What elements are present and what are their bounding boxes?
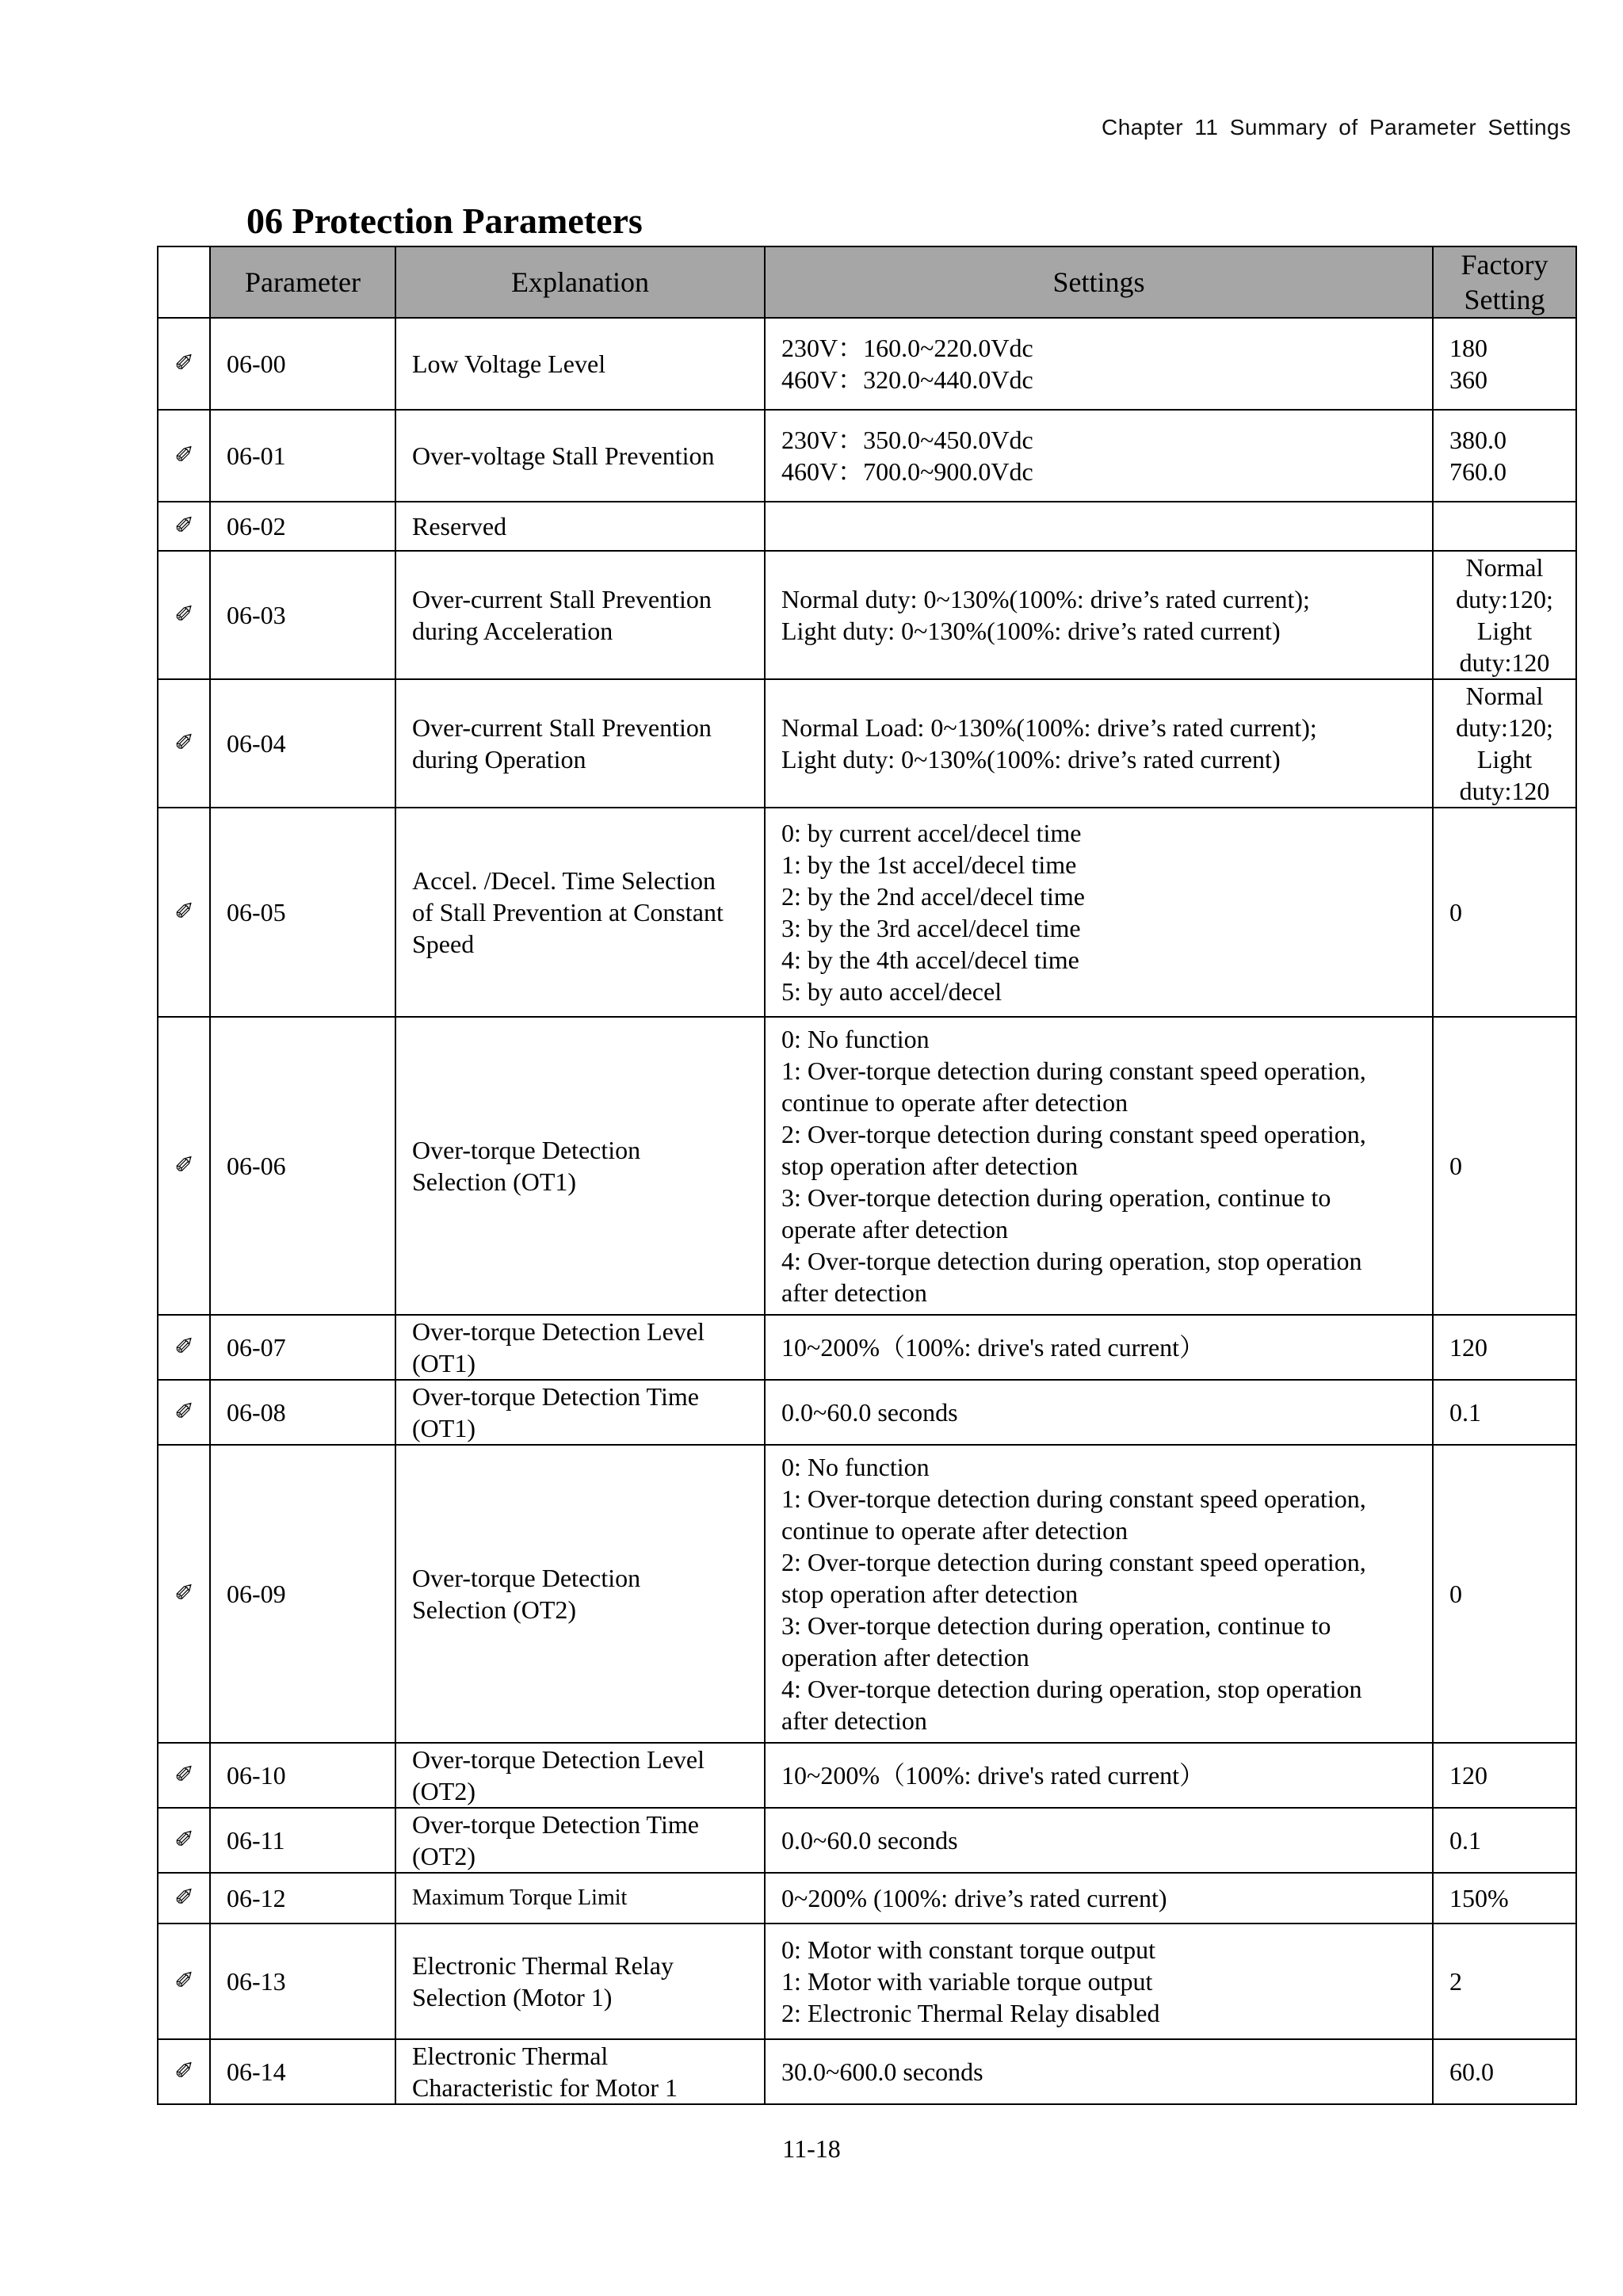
table-row	[158, 1315, 1576, 1380]
settings-cell	[765, 1743, 1433, 1808]
explanation-cell	[395, 1315, 765, 1380]
edit-mark-icon: ✐	[158, 808, 210, 1017]
explanation-cell	[395, 1743, 765, 1808]
explanation-cell-line: (OT1)	[412, 1414, 475, 1442]
section-title: 06 Protection Parameters	[246, 201, 643, 241]
settings-cell-line: 0: by current accel/decel time	[781, 819, 1082, 847]
explanation-cell-line: Reserved	[412, 512, 507, 541]
factory-setting-cell-line: 0.1	[1449, 1398, 1481, 1427]
factory-setting-cell	[1433, 502, 1576, 551]
factory-setting-cell-line: 120	[1449, 1333, 1487, 1362]
explanation-cell-line: Over-torque Detection	[412, 1136, 641, 1164]
settings-cell-line: 10~200%（100%: drive's rated current）	[781, 1333, 1205, 1362]
settings-cell	[765, 502, 1433, 551]
factory-setting-cell-line: 360	[1449, 365, 1487, 394]
explanation-cell-line: Over-torque Detection Time	[412, 1810, 699, 1839]
settings-cell-line: 4: by the 4th accel/decel time	[781, 946, 1079, 974]
settings-cell-line: 4: Over-torque detection during operation, stop operation	[781, 1675, 1362, 1703]
explanation-cell-line: Characteristic for Motor 1	[412, 2073, 678, 2102]
explanation-cell-line: Selection (OT2)	[412, 1595, 577, 1624]
table-row	[158, 1873, 1576, 1924]
factory-setting-cell	[1433, 410, 1576, 502]
edit-mark-icon: ✐	[158, 1017, 210, 1315]
explanation-cell-line: Over-voltage Stall Prevention	[412, 441, 715, 470]
edit-mark-icon: ✐	[158, 318, 210, 410]
settings-cell-line: operate after detection	[781, 1215, 1009, 1244]
table-row	[158, 1924, 1576, 2039]
factory-setting-cell-line: 0	[1449, 898, 1462, 926]
factory-setting-cell	[1433, 318, 1576, 410]
parameter-code: 06-08	[210, 1380, 395, 1445]
settings-cell-line: 5: by auto accel/decel	[781, 977, 1002, 1006]
settings-cell-line: 0~200% (100%: drive’s rated current)	[781, 1884, 1167, 1912]
factory-setting-cell-line: 120	[1449, 1761, 1487, 1790]
settings-cell-line: 4: Over-torque detection during operation, stop operation	[781, 1247, 1362, 1275]
parameter-code: 06-13	[210, 1924, 395, 2039]
settings-cell-line: stop operation after detection	[781, 1152, 1079, 1180]
explanation-cell	[395, 1873, 765, 1924]
header-parameter: Parameter	[210, 246, 395, 318]
factory-setting-cell-line: 0	[1449, 1580, 1462, 1608]
explanation-cell-line: (OT1)	[412, 1349, 475, 1377]
factory-setting-cell-line: 180	[1449, 334, 1487, 362]
settings-cell-line: 1: Over-torque detection during constant speed operation,	[781, 1484, 1366, 1513]
explanation-cell-line: of Stall Prevention at Constant	[412, 898, 724, 926]
header-explanation: Explanation	[395, 246, 765, 318]
factory-setting-cell	[1433, 1017, 1576, 1315]
header-mark-column	[158, 246, 210, 318]
settings-cell	[765, 1808, 1433, 1873]
explanation-cell-line: Selection (OT1)	[412, 1167, 577, 1196]
settings-cell-line: Normal duty: 0~130%(100%: drive’s rated current);	[781, 585, 1310, 613]
settings-cell-line: 30.0~600.0 seconds	[781, 2057, 983, 2086]
edit-mark-icon: ✐	[158, 410, 210, 502]
settings-cell	[765, 808, 1433, 1017]
chapter-header: Chapter 11 Summary of Parameter Settings	[1102, 115, 1571, 139]
table-row	[158, 1445, 1576, 1743]
explanation-cell-line: Electronic Thermal Relay	[412, 1951, 674, 1980]
edit-mark-icon: ✐	[158, 1315, 210, 1380]
explanation-cell-line: Over-torque Detection Time	[412, 1382, 699, 1411]
explanation-cell-line: Selection (Motor 1)	[412, 1983, 613, 2011]
factory-setting-cell-line: 60.0	[1449, 2057, 1494, 2086]
explanation-cell-line: Electronic Thermal	[412, 2042, 609, 2070]
table-row	[158, 1380, 1576, 1445]
factory-setting-cell-line: 150%	[1449, 1884, 1509, 1912]
parameter-code: 06-00	[210, 318, 395, 410]
settings-cell	[765, 551, 1433, 679]
table-row	[158, 502, 1576, 551]
parameter-code: 06-06	[210, 1017, 395, 1315]
explanation-cell	[395, 679, 765, 808]
explanation-cell-line: during Acceleration	[412, 617, 613, 645]
settings-cell-line: 2: Over-torque detection during constant speed operation,	[781, 1548, 1366, 1576]
header-factory-line: Factory	[1461, 249, 1549, 281]
table-row	[158, 808, 1576, 1017]
parameter-code: 06-11	[210, 1808, 395, 1873]
factory-setting-cell	[1433, 2039, 1576, 2104]
explanation-cell	[395, 410, 765, 502]
parameter-code: 06-14	[210, 2039, 395, 2104]
factory-setting-cell	[1433, 679, 1576, 808]
parameter-code: 06-09	[210, 1445, 395, 1743]
settings-cell-line: Light duty: 0~130%(100%: drive’s rated current)	[781, 617, 1281, 645]
edit-mark-icon: ✐	[158, 1445, 210, 1743]
settings-cell	[765, 318, 1433, 410]
explanation-cell-line: Maximum Torque Limit	[412, 1885, 628, 1910]
edit-mark-icon: ✐	[158, 2039, 210, 2104]
table-header-row	[158, 246, 1576, 318]
settings-cell-line: 3: Over-torque detection during operation, continue to	[781, 1183, 1331, 1212]
table-row	[158, 318, 1576, 410]
factory-setting-cell-line: Normal	[1465, 553, 1544, 582]
explanation-cell-line: (OT2)	[412, 1777, 475, 1805]
factory-setting-cell-line: Light	[1476, 617, 1533, 645]
edit-mark-icon: ✐	[158, 1380, 210, 1445]
parameter-code: 06-02	[210, 502, 395, 551]
factory-setting-cell	[1433, 1873, 1576, 1924]
explanation-cell-line: Over-torque Detection Level	[412, 1317, 705, 1346]
parameter-code: 06-12	[210, 1873, 395, 1924]
settings-cell-line: stop operation after detection	[781, 1580, 1079, 1608]
factory-setting-cell	[1433, 1743, 1576, 1808]
factory-setting-cell-line: 0	[1449, 1152, 1462, 1180]
factory-setting-cell	[1433, 1315, 1576, 1380]
explanation-cell	[395, 1445, 765, 1743]
factory-setting-cell-line: duty:120;	[1456, 585, 1553, 613]
page-number: 11-18	[782, 2134, 841, 2163]
parameter-table	[157, 246, 1577, 2105]
settings-cell-line: after detection	[781, 1278, 927, 1307]
header-factory-setting	[1433, 246, 1576, 318]
settings-cell	[765, 1445, 1433, 1743]
table-row	[158, 551, 1576, 679]
settings-cell-line: continue to operate after detection	[781, 1088, 1128, 1117]
settings-cell-line: 0.0~60.0 seconds	[781, 1398, 958, 1427]
explanation-cell-line: Over-current Stall Prevention	[412, 585, 712, 613]
explanation-cell-line: Low Voltage Level	[412, 350, 606, 378]
factory-setting-cell-line: Normal	[1465, 682, 1544, 710]
factory-setting-cell-line: duty:120;	[1456, 713, 1553, 742]
factory-setting-cell-line: Light	[1476, 745, 1533, 774]
settings-cell-line: 230V：350.0~450.0Vdc	[781, 426, 1033, 454]
settings-cell-line: 3: Over-torque detection during operation, continue to	[781, 1611, 1331, 1640]
explanation-cell-line: Over-current Stall Prevention	[412, 713, 712, 742]
factory-setting-cell	[1433, 1380, 1576, 1445]
settings-cell	[765, 1924, 1433, 2039]
explanation-cell-line: Speed	[412, 930, 475, 958]
settings-cell-line: operation after detection	[781, 1643, 1029, 1671]
settings-cell-line: 2: by the 2nd accel/decel time	[781, 882, 1085, 911]
factory-setting-cell-line: 380.0	[1449, 426, 1507, 454]
table-row	[158, 679, 1576, 808]
table-row	[158, 1743, 1576, 1808]
edit-mark-icon: ✐	[158, 679, 210, 808]
factory-setting-cell-line: duty:120	[1459, 777, 1550, 805]
table-row	[158, 2039, 1576, 2104]
explanation-cell-line: during Operation	[412, 745, 586, 774]
settings-cell-line: continue to operate after detection	[781, 1516, 1128, 1545]
explanation-cell	[395, 2039, 765, 2104]
factory-setting-cell-line: duty:120	[1459, 648, 1550, 677]
explanation-cell	[395, 1017, 765, 1315]
parameter-code: 06-05	[210, 808, 395, 1017]
factory-setting-cell	[1433, 551, 1576, 679]
settings-cell	[765, 410, 1433, 502]
header-factory-line: Setting	[1464, 284, 1545, 315]
settings-cell-line: 0: No function	[781, 1453, 930, 1481]
settings-cell-line: after detection	[781, 1706, 927, 1735]
parameter-code: 06-03	[210, 551, 395, 679]
explanation-cell	[395, 1808, 765, 1873]
settings-cell-line: Normal Load: 0~130%(100%: drive’s rated current);	[781, 713, 1317, 742]
header-settings: Settings	[765, 246, 1433, 318]
explanation-cell-line: Over-torque Detection Level	[412, 1745, 705, 1774]
explanation-cell	[395, 502, 765, 551]
settings-cell-line: 1: Over-torque detection during constant speed operation,	[781, 1056, 1366, 1085]
settings-cell-line: 460V：320.0~440.0Vdc	[781, 365, 1033, 394]
settings-cell	[765, 1380, 1433, 1445]
explanation-cell-line: Over-torque Detection	[412, 1564, 641, 1592]
explanation-cell-line: Accel. /Decel. Time Selection	[412, 866, 716, 895]
parameter-code: 06-04	[210, 679, 395, 808]
factory-setting-cell	[1433, 1445, 1576, 1743]
settings-cell-line: 230V：160.0~220.0Vdc	[781, 334, 1033, 362]
settings-cell-line: 2: Over-torque detection during constant speed operation,	[781, 1120, 1366, 1148]
settings-cell	[765, 679, 1433, 808]
settings-cell-line: 1: Motor with variable torque output	[781, 1967, 1153, 1996]
explanation-cell-line: (OT2)	[412, 1842, 475, 1870]
settings-cell-line: 460V：700.0~900.0Vdc	[781, 457, 1033, 486]
factory-setting-cell	[1433, 1924, 1576, 2039]
settings-cell	[765, 2039, 1433, 2104]
edit-mark-icon: ✐	[158, 1873, 210, 1924]
edit-mark-icon: ✐	[158, 1808, 210, 1873]
edit-mark-icon: ✐	[158, 1743, 210, 1808]
settings-cell-line: 0.0~60.0 seconds	[781, 1826, 958, 1855]
settings-cell	[765, 1315, 1433, 1380]
settings-cell-line: 10~200%（100%: drive's rated current）	[781, 1761, 1205, 1790]
edit-mark-icon: ✐	[158, 1924, 210, 2039]
settings-cell-line: 1: by the 1st accel/decel time	[781, 850, 1077, 879]
parameter-code: 06-07	[210, 1315, 395, 1380]
factory-setting-cell-line: 0.1	[1449, 1826, 1481, 1855]
settings-cell-line: Light duty: 0~130%(100%: drive’s rated current)	[781, 745, 1281, 774]
settings-cell	[765, 1873, 1433, 1924]
parameter-code: 06-01	[210, 410, 395, 502]
factory-setting-cell-line: 760.0	[1449, 457, 1507, 486]
table-row	[158, 410, 1576, 502]
table-row	[158, 1808, 1576, 1873]
parameter-code: 06-10	[210, 1743, 395, 1808]
settings-cell	[765, 1017, 1433, 1315]
factory-setting-cell-line: 2	[1449, 1967, 1462, 1996]
explanation-cell	[395, 1380, 765, 1445]
explanation-cell	[395, 1924, 765, 2039]
edit-mark-icon: ✐	[158, 502, 210, 551]
table-row	[158, 1017, 1576, 1315]
explanation-cell	[395, 551, 765, 679]
edit-mark-icon: ✐	[158, 551, 210, 679]
settings-cell-line: 3: by the 3rd accel/decel time	[781, 914, 1081, 942]
explanation-cell	[395, 808, 765, 1017]
factory-setting-cell	[1433, 1808, 1576, 1873]
factory-setting-cell	[1433, 808, 1576, 1017]
settings-cell-line: 0: Motor with constant torque output	[781, 1935, 1155, 1964]
settings-cell-line: 0: No function	[781, 1025, 930, 1053]
settings-cell-line: 2: Electronic Thermal Relay disabled	[781, 1999, 1160, 2027]
explanation-cell	[395, 318, 765, 410]
